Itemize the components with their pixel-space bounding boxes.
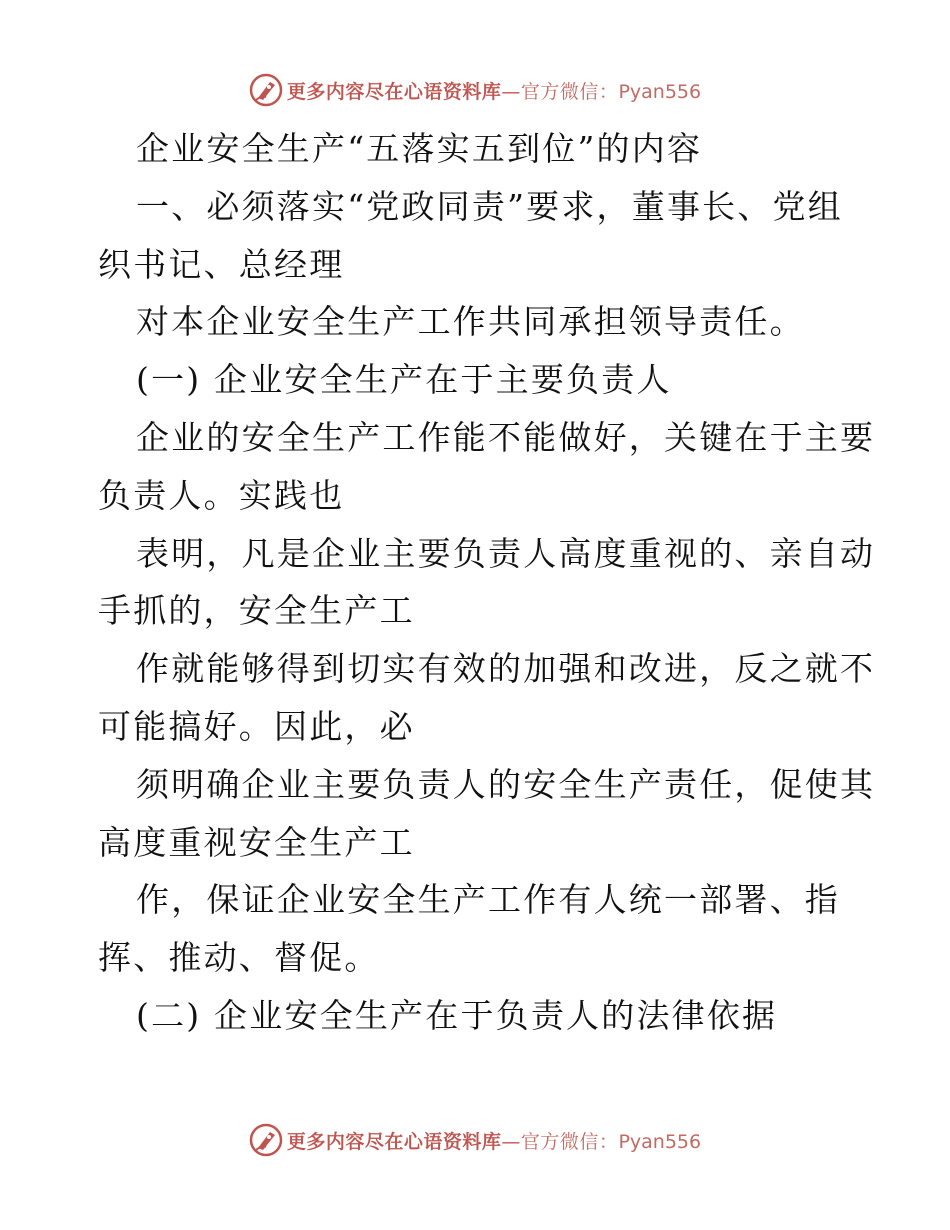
banner-separator: — bbox=[501, 80, 521, 103]
paragraph-line: (二) 企业安全生产在于负责人的法律依据 bbox=[136, 995, 778, 1035]
paragraph-line: 作，保证企业安全生产工作有人统一部署、指 bbox=[136, 880, 840, 920]
paragraph-line: 须明确企业主要负责人的安全生产责任，促使其 bbox=[136, 764, 876, 804]
paragraph-line: 企业的安全生产工作能不能做好，关键在于主要 bbox=[136, 417, 876, 457]
paragraph-line: 表明，凡是企业主要负责人高度重视的、亲自动 bbox=[136, 533, 876, 573]
pen-nib-logo-icon bbox=[249, 1123, 283, 1157]
paragraph-line: 企业安全生产“五落实五到位”的内容 bbox=[136, 129, 703, 168]
banner-text bbox=[287, 77, 701, 104]
banner-wechat-label: 官方微信： bbox=[520, 1130, 619, 1153]
header-banner bbox=[0, 70, 950, 110]
pen-nib-logo-icon bbox=[249, 73, 283, 107]
banner-wechat-id: Pyan556 bbox=[618, 80, 702, 103]
banner-slogan: 更多内容尽在心语资料库 bbox=[286, 1130, 502, 1153]
banner-separator: — bbox=[501, 1130, 521, 1153]
paragraph-line: 手抓的，安全生产工 bbox=[98, 591, 415, 631]
paragraph-line: 负责人。实践也 bbox=[98, 475, 345, 515]
paragraph-line: (一) 企业安全生产在于主要负责人 bbox=[136, 360, 672, 400]
banner-wechat-label: 官方微信： bbox=[520, 80, 619, 103]
banner-text bbox=[287, 1127, 701, 1154]
document-body bbox=[98, 120, 876, 1045]
paragraph-line: 对本企业安全生产工作共同承担领导责任。 bbox=[136, 302, 805, 342]
paragraph-line: 织书记、总经理 bbox=[98, 244, 345, 284]
footer-banner bbox=[0, 1120, 950, 1160]
paragraph-line: 挥、推动、督促。 bbox=[98, 938, 380, 978]
paragraph-line: 作就能够得到切实有效的加强和改进，反之就不 bbox=[136, 649, 876, 689]
paragraph-line: 高度重视安全生产工 bbox=[98, 822, 415, 862]
paragraph-line: 一、必须落实“党政同责”要求，董事长、党组 bbox=[136, 186, 843, 226]
banner-wechat-id: Pyan556 bbox=[618, 1130, 702, 1153]
paragraph-line: 可能搞好。因此，必 bbox=[98, 706, 415, 746]
banner-slogan: 更多内容尽在心语资料库 bbox=[286, 80, 502, 103]
